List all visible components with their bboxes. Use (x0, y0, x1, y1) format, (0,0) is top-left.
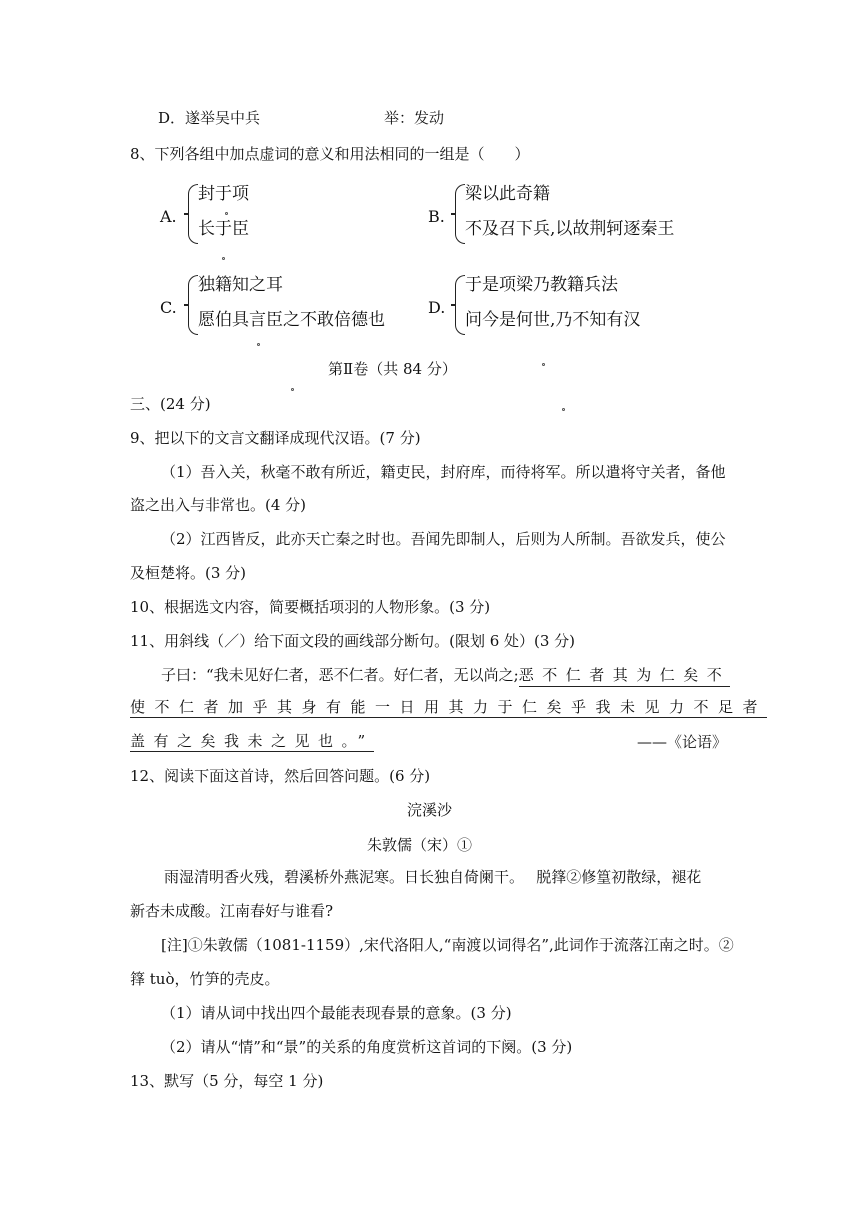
q12-stem: 12、阅读下面这首诗，然后回答问题。(6 分) (130, 767, 431, 785)
q11-passage-underlined: 恶不仁者其为仁矣不 (519, 666, 731, 687)
q8-option-c-line1: 独籍知之耳 (198, 275, 283, 295)
option-d-prev (158, 111, 260, 126)
brace-b (455, 184, 465, 244)
brace-a (188, 184, 198, 244)
poem-author: 朱敦儒（宋）① (367, 836, 473, 854)
q8-stem: 8、下列各组中加点虚词的意义和用法相同的一组是（ ） (130, 145, 530, 163)
q8-option-b-line1: 梁以此奇籍 (465, 184, 550, 204)
q9-sub1-line2: 盗之出入与非常也。(4 分) (130, 496, 307, 514)
q8-option-d-line1: 于是项梁乃教籍兵法 (465, 275, 618, 295)
q8-option-d-letter: D. (428, 298, 446, 317)
q11-stem: 11、用斜线（／）给下面文段的画线部分断句。(限划 6 处）(3 分) (130, 632, 576, 650)
q11-passage-line3: 盖有之矣我未之见也。” (130, 732, 374, 750)
q8-option-b-line2: 不及召下兵,以故荆轲逐秦王 (465, 219, 675, 239)
q8-option-d-line2: 问今是何世,乃不知有汉 (465, 310, 641, 330)
emphasis-dot (483, 218, 500, 228)
q13-stem: 13、默写（5 分，每空 1 分) (130, 1072, 324, 1090)
part-3-heading: 三、(24 分) (130, 395, 211, 413)
brace-d (455, 275, 465, 335)
poem-line2: 新杏未成酸。江南春好与谁看? (130, 902, 334, 920)
q10-stem: 10、根据选文内容，简要概括项羽的人物形象。(3 分) (130, 598, 491, 616)
emphasis-dot (218, 198, 235, 208)
emphasis-dot (580, 263, 597, 273)
q9-sub2-line2: 及桓楚将。(3 分) (130, 564, 247, 582)
poem-note-line2: 箨 tuò，竹笋的壳皮。 (130, 970, 280, 988)
poem-line1: 雨湿清明香火残，碧溪桥外燕泥寒。日长独自倚阑干。 脱箨②修篁初散绿，褪花 (164, 868, 702, 886)
emphasis-dot (535, 349, 552, 359)
q8-option-a-line2: 长于臣 (198, 219, 249, 239)
q12-sub1: （1）请从词中找出四个最能表现春景的意象。(3 分) (161, 1004, 512, 1022)
q8-option-c-letter: C. (160, 298, 177, 317)
q9-stem: 9、把以下的文言文翻译成现代汉语。(7 分) (130, 429, 421, 447)
q8-option-a-line1: 封于项 (198, 184, 249, 204)
q8-option-c-line2: 愿伯具言臣之不敢倍德也 (198, 310, 385, 330)
poem-note-line1: [注]①朱敦儒（1081-1159）,宋代洛阳人,“南渡以词得名”,此词作于流落江南之时。② (161, 936, 734, 954)
emphasis-dot (250, 329, 267, 339)
q12-sub2: （2）请从“情”和“景”的关系的角度赏析这首词的下阕。(3 分) (161, 1038, 573, 1056)
q8-option-b-letter: B. (428, 207, 445, 226)
section-title: 第Ⅱ卷（共 84 分） (328, 360, 457, 378)
option-d-prev-label: D．遂举吴中兵 (158, 109, 261, 127)
poem-title: 浣溪沙 (407, 801, 453, 819)
brace-c (188, 275, 198, 335)
q11-passage-line1 (161, 668, 730, 683)
q11-passage-line2: 使不仁者加乎其身有能一日用其力于仁矣乎我未见力不足者 (130, 698, 768, 716)
q8-option-a-letter: A. (160, 207, 177, 226)
emphasis-dot (215, 243, 232, 253)
q9-sub1-line1: （1）吾入关，秋毫不敢有所近，籍吏民，封府库，而待将军。所以遣将守关者，备他 (161, 463, 726, 481)
q11-source: ——《论语》 (637, 733, 728, 751)
q9-sub2-line1: （2）江西皆反，此亦天亡秦之时也。吾闻先即制人，后则为人所制。吾欲发兵，使公 (161, 530, 726, 548)
emphasis-dot (555, 394, 572, 404)
q11-passage-plain: 子曰：“我未见好仁者，恶不仁者。好仁者，无以尚之; (161, 666, 519, 684)
option-d-prev-gloss: 举：发动 (384, 109, 445, 127)
emphasis-dot (284, 374, 301, 384)
